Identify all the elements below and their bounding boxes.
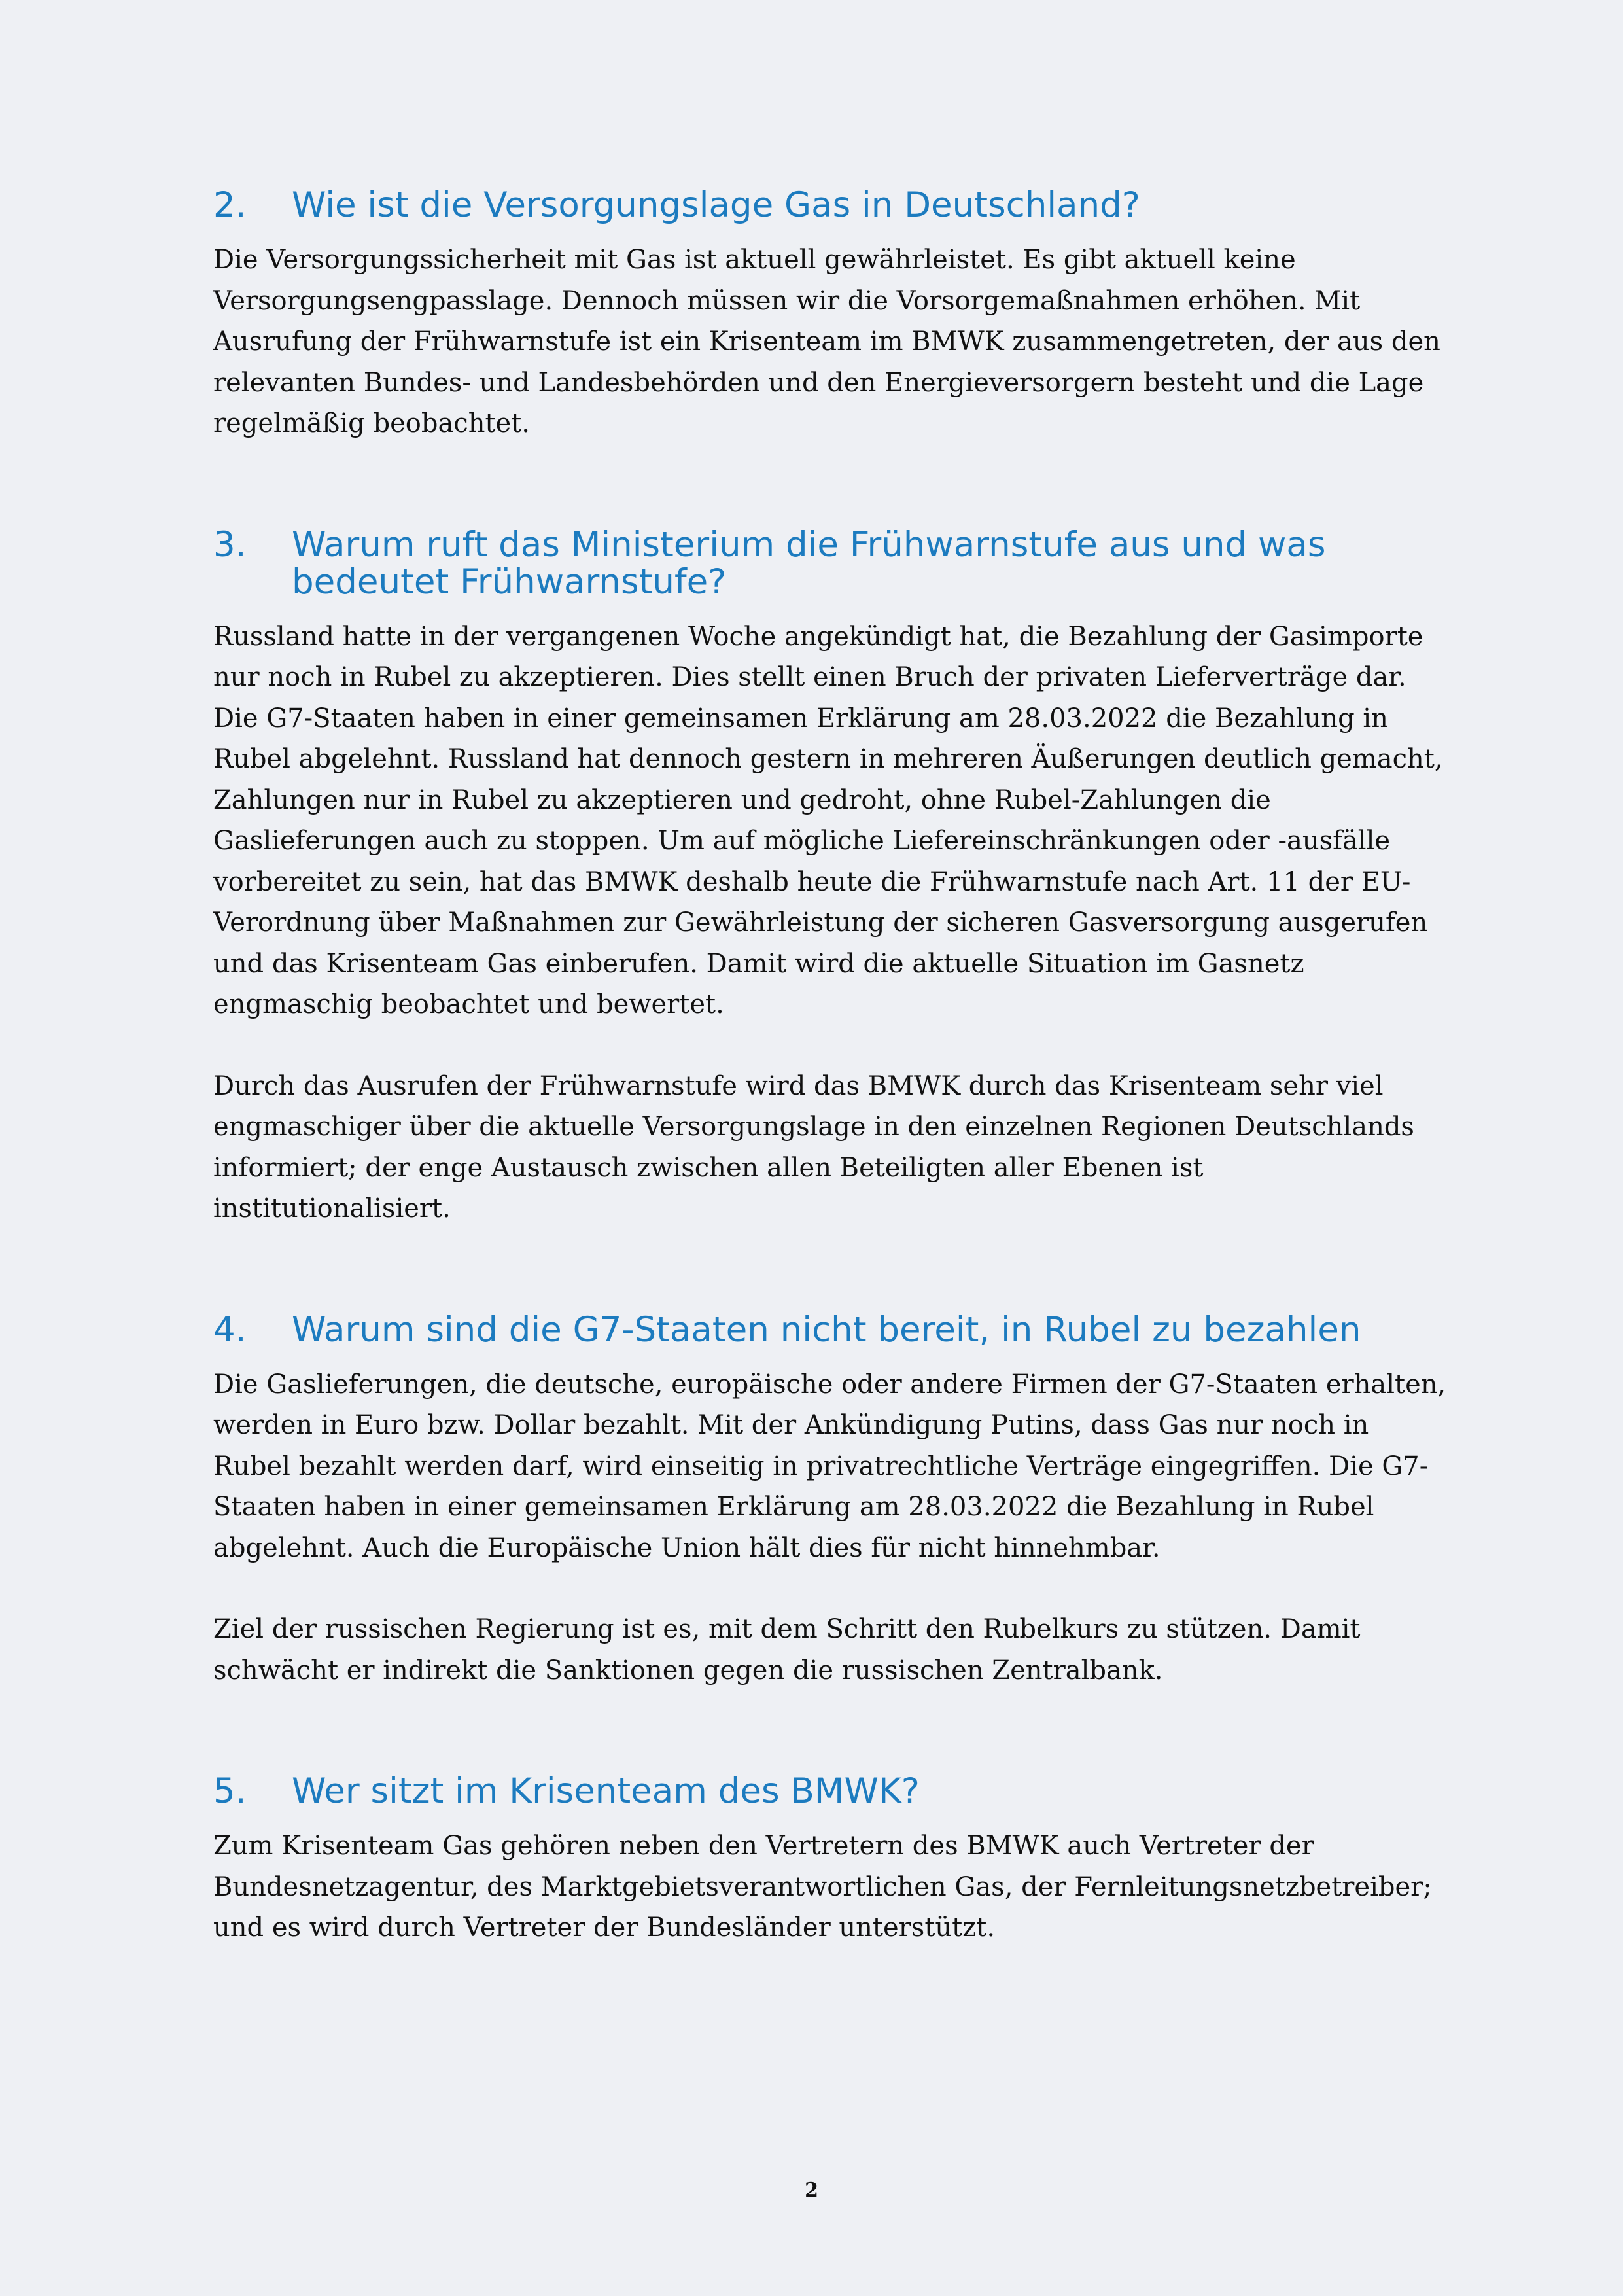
section-paragraph: Die Gaslieferungen, die deutsche, europäische oder andere Firmen der G7-Staaten erhalten, werden in Euro bzw. Dollar bezahlt. Mit der Ankündigung Putins, dass Gas nur noch in Rubel bezahlt werden darf, wird einseitig in privatrechtliche Verträge eingegriffen. Die G7- Staaten haben in einer gemeinsamen Erklärung am 28.03.2022 die Bezahlung in Rubel abgelehnt. Auch die Europäische Union hält dies für nicht hinnehmbar. [213, 1369, 1446, 1563]
section-heading [213, 526, 1456, 601]
section-heading [213, 1311, 1456, 1349]
section-title: Wer sitzt im Krisenteam des BMWK? [292, 1771, 920, 1811]
section-heading [213, 1773, 1456, 1810]
section-paragraph: Russland hatte in der vergangenen Woche angekündigt hat, die Bezahlung der Gasimporte nur noch in Rubel zu akzeptieren. Dies stellt einen Bruch der privaten Lieferverträge dar. Die G7-Staaten haben in einer gemeinsamen Erklärung am 28.03.2022 die Bezahlung in Rubel abgelehnt. Russland hat dennoch gestern in mehreren Äußerungen deutlich gemacht, Zahlungen nur in Rubel zu akzeptieren und gedroht, ohne Rubel-Zahlungen die Gaslieferungen auch zu stoppen. Um auf mögliche Liefereinschränkungen oder -ausfälle vorbereitet zu sein, hat das BMWK deshalb heute die Frühwarnstufe nach Art. 11 der EU- Verordnung über Maßnahmen zur Gewährleistung der sicheren Gasversorgung ausgerufen und das Krisenteam Gas einberufen. Damit wird die aktuelle Situation im Gasnetz engmaschig beobachtet und bewertet. [213, 621, 1443, 1019]
section-number: 4. [213, 1309, 247, 1350]
section-heading [213, 186, 1456, 224]
section-paragraph: Die Versorgungssicherheit mit Gas ist aktuell gewährleistet. Es gibt aktuell keine Versorgungsengpasslage. Dennoch müssen wir die Vorsorgemaßnahmen erhöhen. Mit Ausrufung der Frühwarnstufe ist ein Krisenteam im BMWK zusammengetreten, der aus den relevanten Bundes- und Landesbehörden und den Energieversorgern besteht und die Lage regelmäßig beobachtet. [213, 245, 1440, 438]
section-paragraph: Zum Krisenteam Gas gehören neben den Vertretern des BMWK auch Vertreter der Bundesnetzagentur, des Marktgebietsverantwortlichen Gas, der Fernleitungsnetzbetreiber; und es wird durch Vertreter der Bundesländer unterstützt. [213, 1831, 1432, 1943]
section-4 [213, 1311, 1456, 1691]
section-number: 3. [213, 524, 247, 565]
section-number: 2. [213, 185, 247, 225]
section-paragraph: Durch das Ausrufen der Frühwarnstufe wird das BMWK durch das Krisenteam sehr viel engmaschiger über die aktuelle Versorgungslage in den einzelnen Regionen Deutschlands informiert; der enge Austausch zwischen allen Beteiligten aller Ebenen ist institutionalisiert. [213, 1070, 1414, 1224]
section-2 [213, 186, 1456, 444]
section-number: 5. [213, 1771, 247, 1811]
section-paragraph: Ziel der russischen Regierung ist es, mit dem Schritt den Rubelkurs zu stützen. Damit schwächt er indirekt die Sanktionen gegen die russischen Zentralbank. [213, 1614, 1361, 1686]
section-title: Wie ist die Versorgungslage Gas in Deutschland? [292, 185, 1140, 225]
section-5 [213, 1773, 1456, 1949]
section-title: Warum sind die G7-Staaten nicht bereit, in Rubel zu bezahlen [292, 1309, 1361, 1350]
section-title: Warum ruft das Ministerium die Frühwarnstufe aus und was bedeutet Frühwarnstufe? [292, 524, 1326, 602]
section-3 [213, 526, 1456, 1229]
page-number: 2 [805, 2179, 818, 2202]
page-content [213, 186, 1456, 1949]
